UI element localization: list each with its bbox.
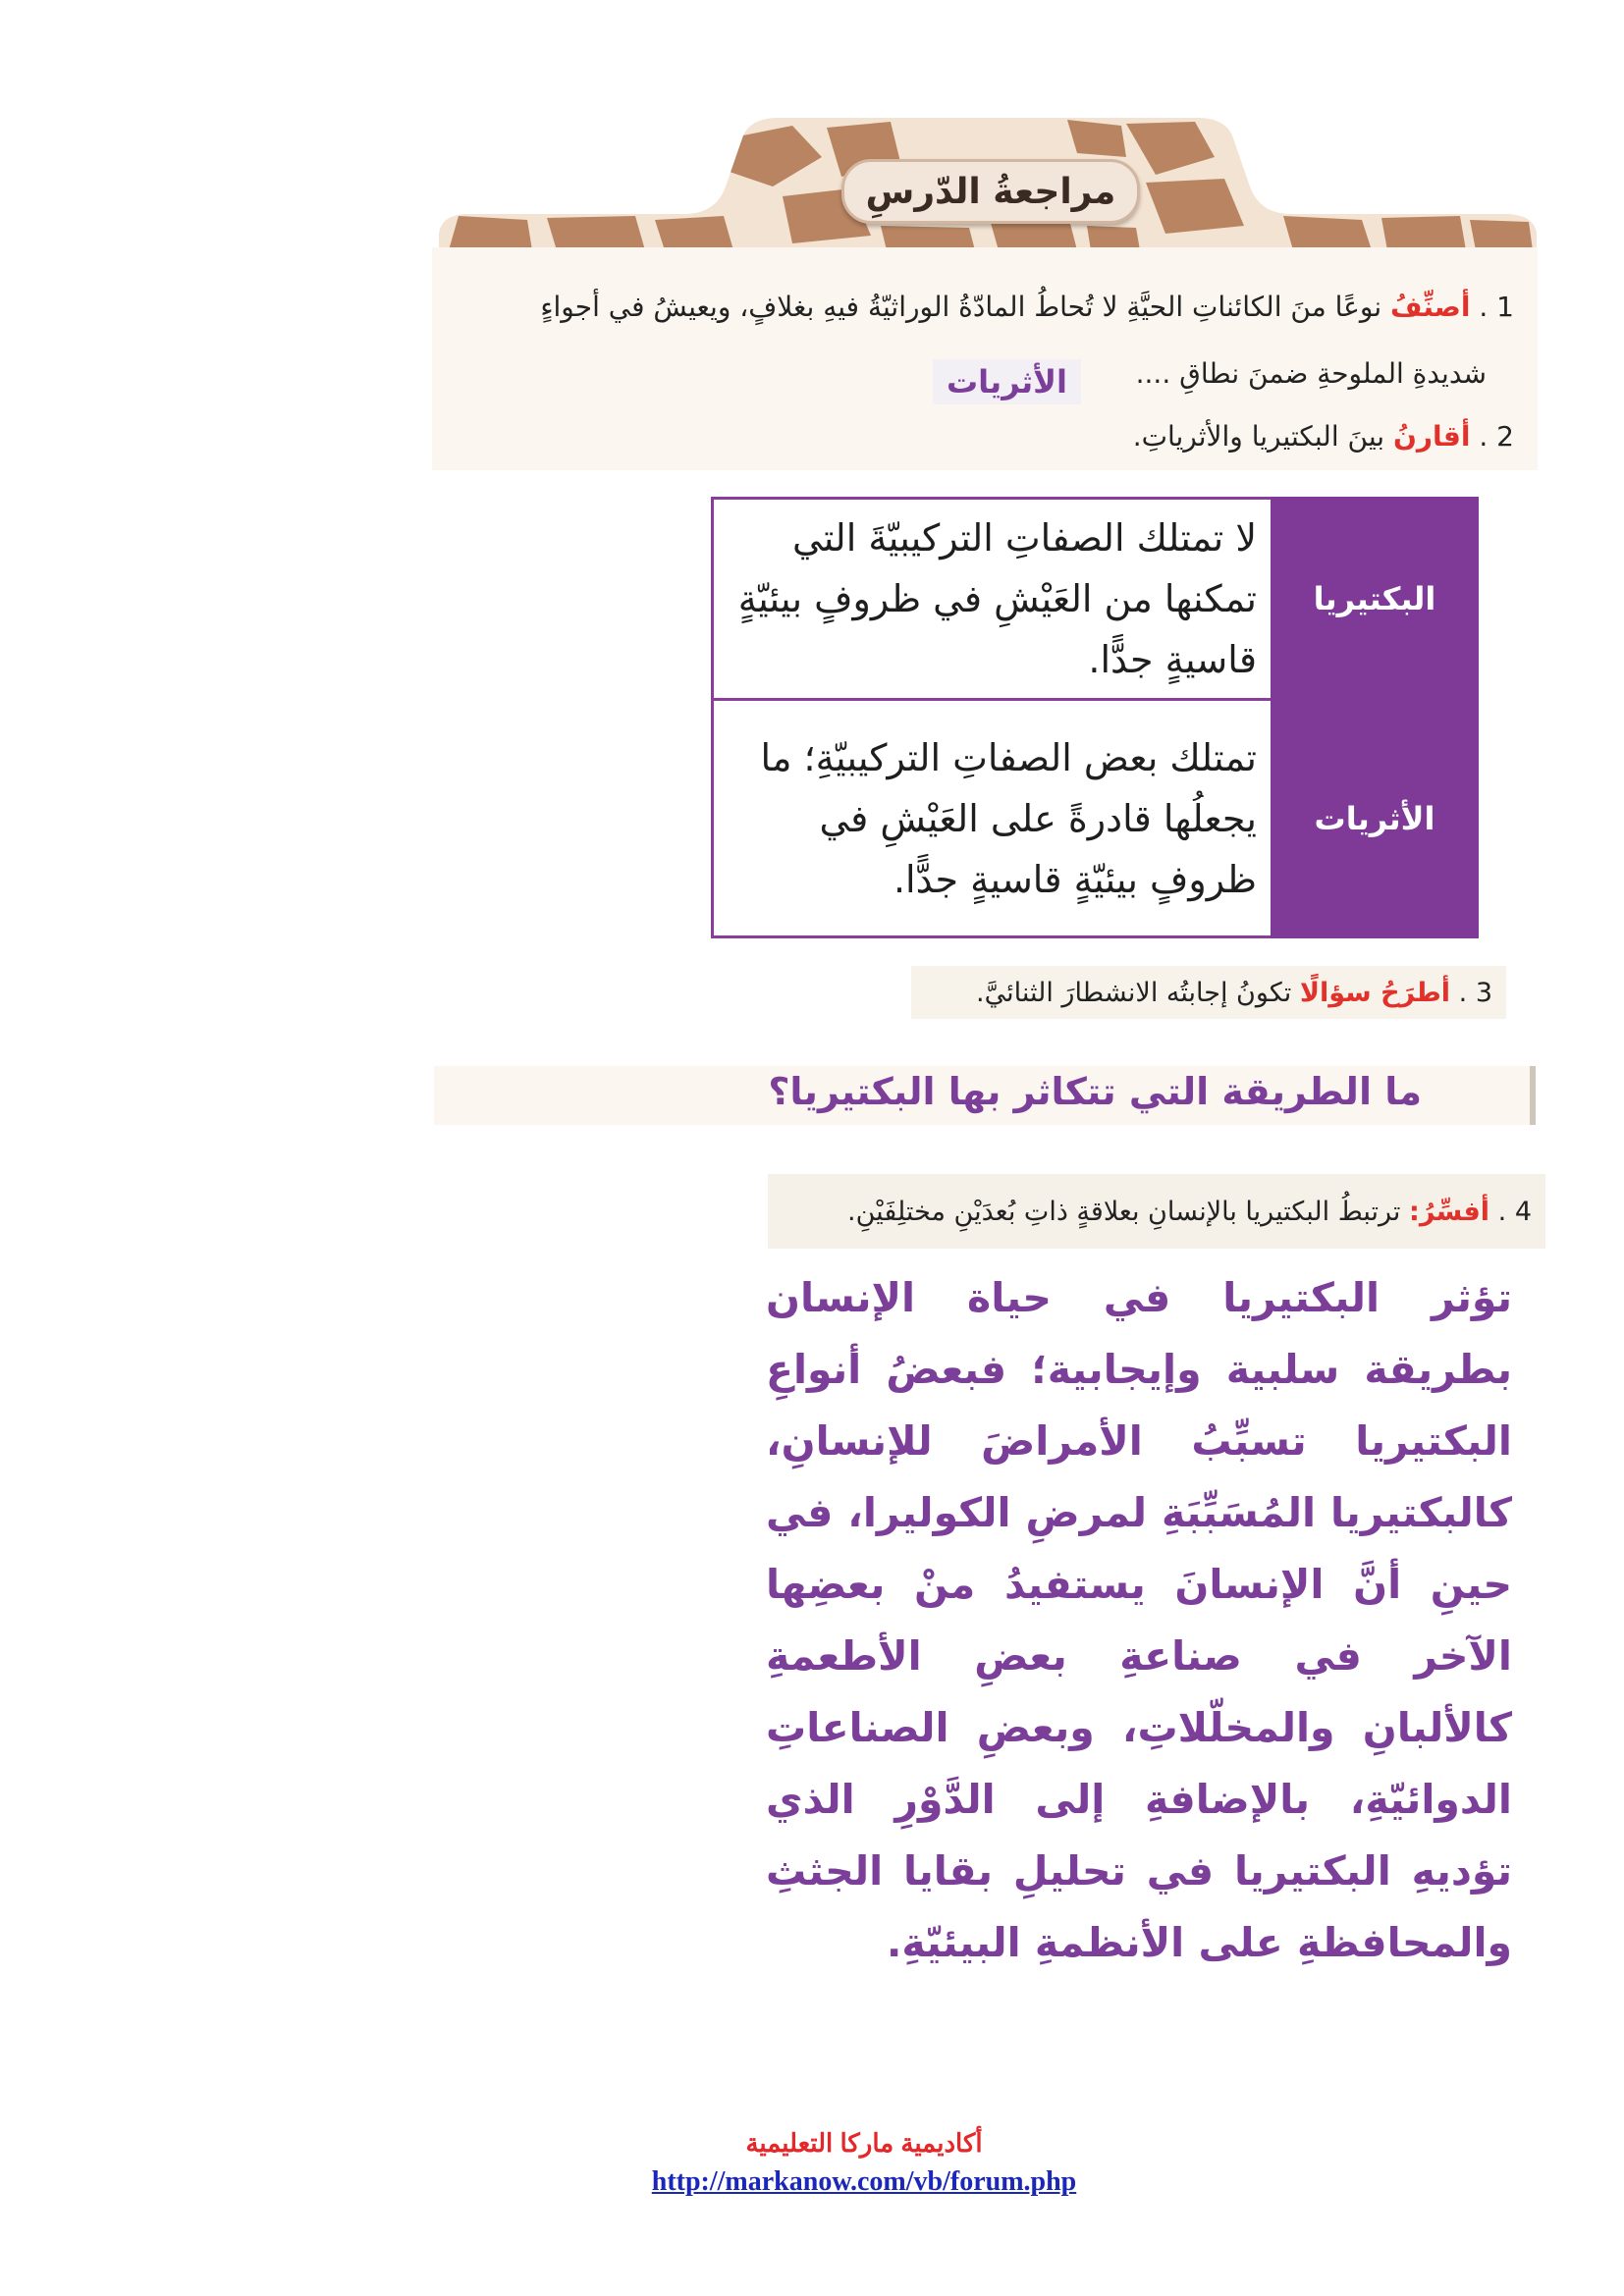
question-2-text: بينَ البكتيريا والأثرياتِ. [1132, 420, 1385, 453]
lesson-review-title: مراجعةُ الدّرسِ [841, 159, 1140, 224]
table-row [713, 700, 1478, 937]
question-1-answer: الأثريات [933, 359, 1081, 404]
question-3 [911, 966, 1506, 1019]
table-cell-bacteria: لا تمتلك الصفاتِ التركيبيّةَ التي تمكنها من العَيْشِ في ظروفٍ بيئيّةٍ قاسيةٍ جدًّا. [713, 499, 1272, 700]
question-4-number: 4 . [1497, 1196, 1532, 1227]
lesson-review-header [439, 118, 1537, 250]
question-2-line [1133, 420, 1514, 453]
question-1-number: 1 . [1479, 291, 1514, 323]
question-3-verb: أطرَحُ سؤالًا [1299, 977, 1451, 1008]
comparison-table [711, 497, 1479, 938]
table-row [713, 499, 1478, 700]
question-3-number: 3 . [1458, 977, 1492, 1008]
question-3-answer-box [434, 1066, 1536, 1125]
question-4-verb: أفسِّرُ: [1409, 1196, 1490, 1227]
table-header-bacteria: البكتيريا [1272, 499, 1478, 700]
review-questions-box [432, 247, 1538, 470]
question-4-answer [766, 1262, 1512, 1979]
table-cell-archaea: تمتلك بعض الصفاتِ التركيبيّةِ؛ ما يجعلُها قادرةً على العَيْشِ في ظروفٍ بيئيّةٍ قاسيةٍ جدًّا. [713, 700, 1272, 937]
table-header-archaea: الأثريات [1272, 700, 1478, 937]
question-1-verb: أصنِّفُ [1390, 291, 1471, 323]
question-4-text: ترتبطُ البكتيريا بالإنسانِ بعلاقةٍ ذاتِ بُعدَيْنِ مختلِفَيْنِ. [847, 1196, 1401, 1227]
question-3-answer: ما الطريقة التي تتكاثر بها البكتيريا؟ [768, 1070, 1422, 1113]
footer-academy-name: أكاديمية ماركا التعليمية [745, 2128, 983, 2158]
question-1-line-2: شديدةِ الملوحةِ ضمنَ نطاقِ .... [1135, 357, 1487, 390]
footer-forum-link[interactable]: http://markanow.com/vb/forum.php [651, 2166, 1077, 2197]
question-3-text: تكونُ إجابتُه الانشطارَ الثنائيَّ. [975, 977, 1292, 1008]
question-4-answer-text: تؤثر البكتيريا في حياة الإنسان بطريقة سلبية وإيجابية؛ فبعضُ أنواعِ البكتيريا تسبِّبُ الأمراضَ للإنسانِ، كالبكتيريا المُسَبِّبَةِ لمرضِ الكوليرا، في حينِ أنَّ الإنسانَ يستفيدُ منْ بعضِها الآخر في صناعةِ بعضِ الأطعمةِ كالألبانِ والمخلّلاتِ، وبعضِ الصناعاتِ الدوائيّةِ، بالإضافةِ إلى الدَّوْرِ الذي تؤديهِ البكتيريا في تحليلِ بقايا الجثثِ والمحافظةِ على الأنظمةِ البيئيّةِ. [766, 1274, 1512, 1966]
question-2-number: 2 . [1479, 420, 1514, 453]
question-1-text: نوعًا منَ الكائناتِ الحيَّةِ لا تُحاطُ المادّةُ الوراثيّةُ فيهِ بغلافٍ، ويعيشُ في أجواءٍ [540, 291, 1382, 323]
question-2-verb: أقارنُ [1392, 420, 1471, 453]
question-4 [768, 1174, 1545, 1249]
question-1-line-1 [540, 291, 1514, 323]
footer [550, 2128, 1178, 2198]
